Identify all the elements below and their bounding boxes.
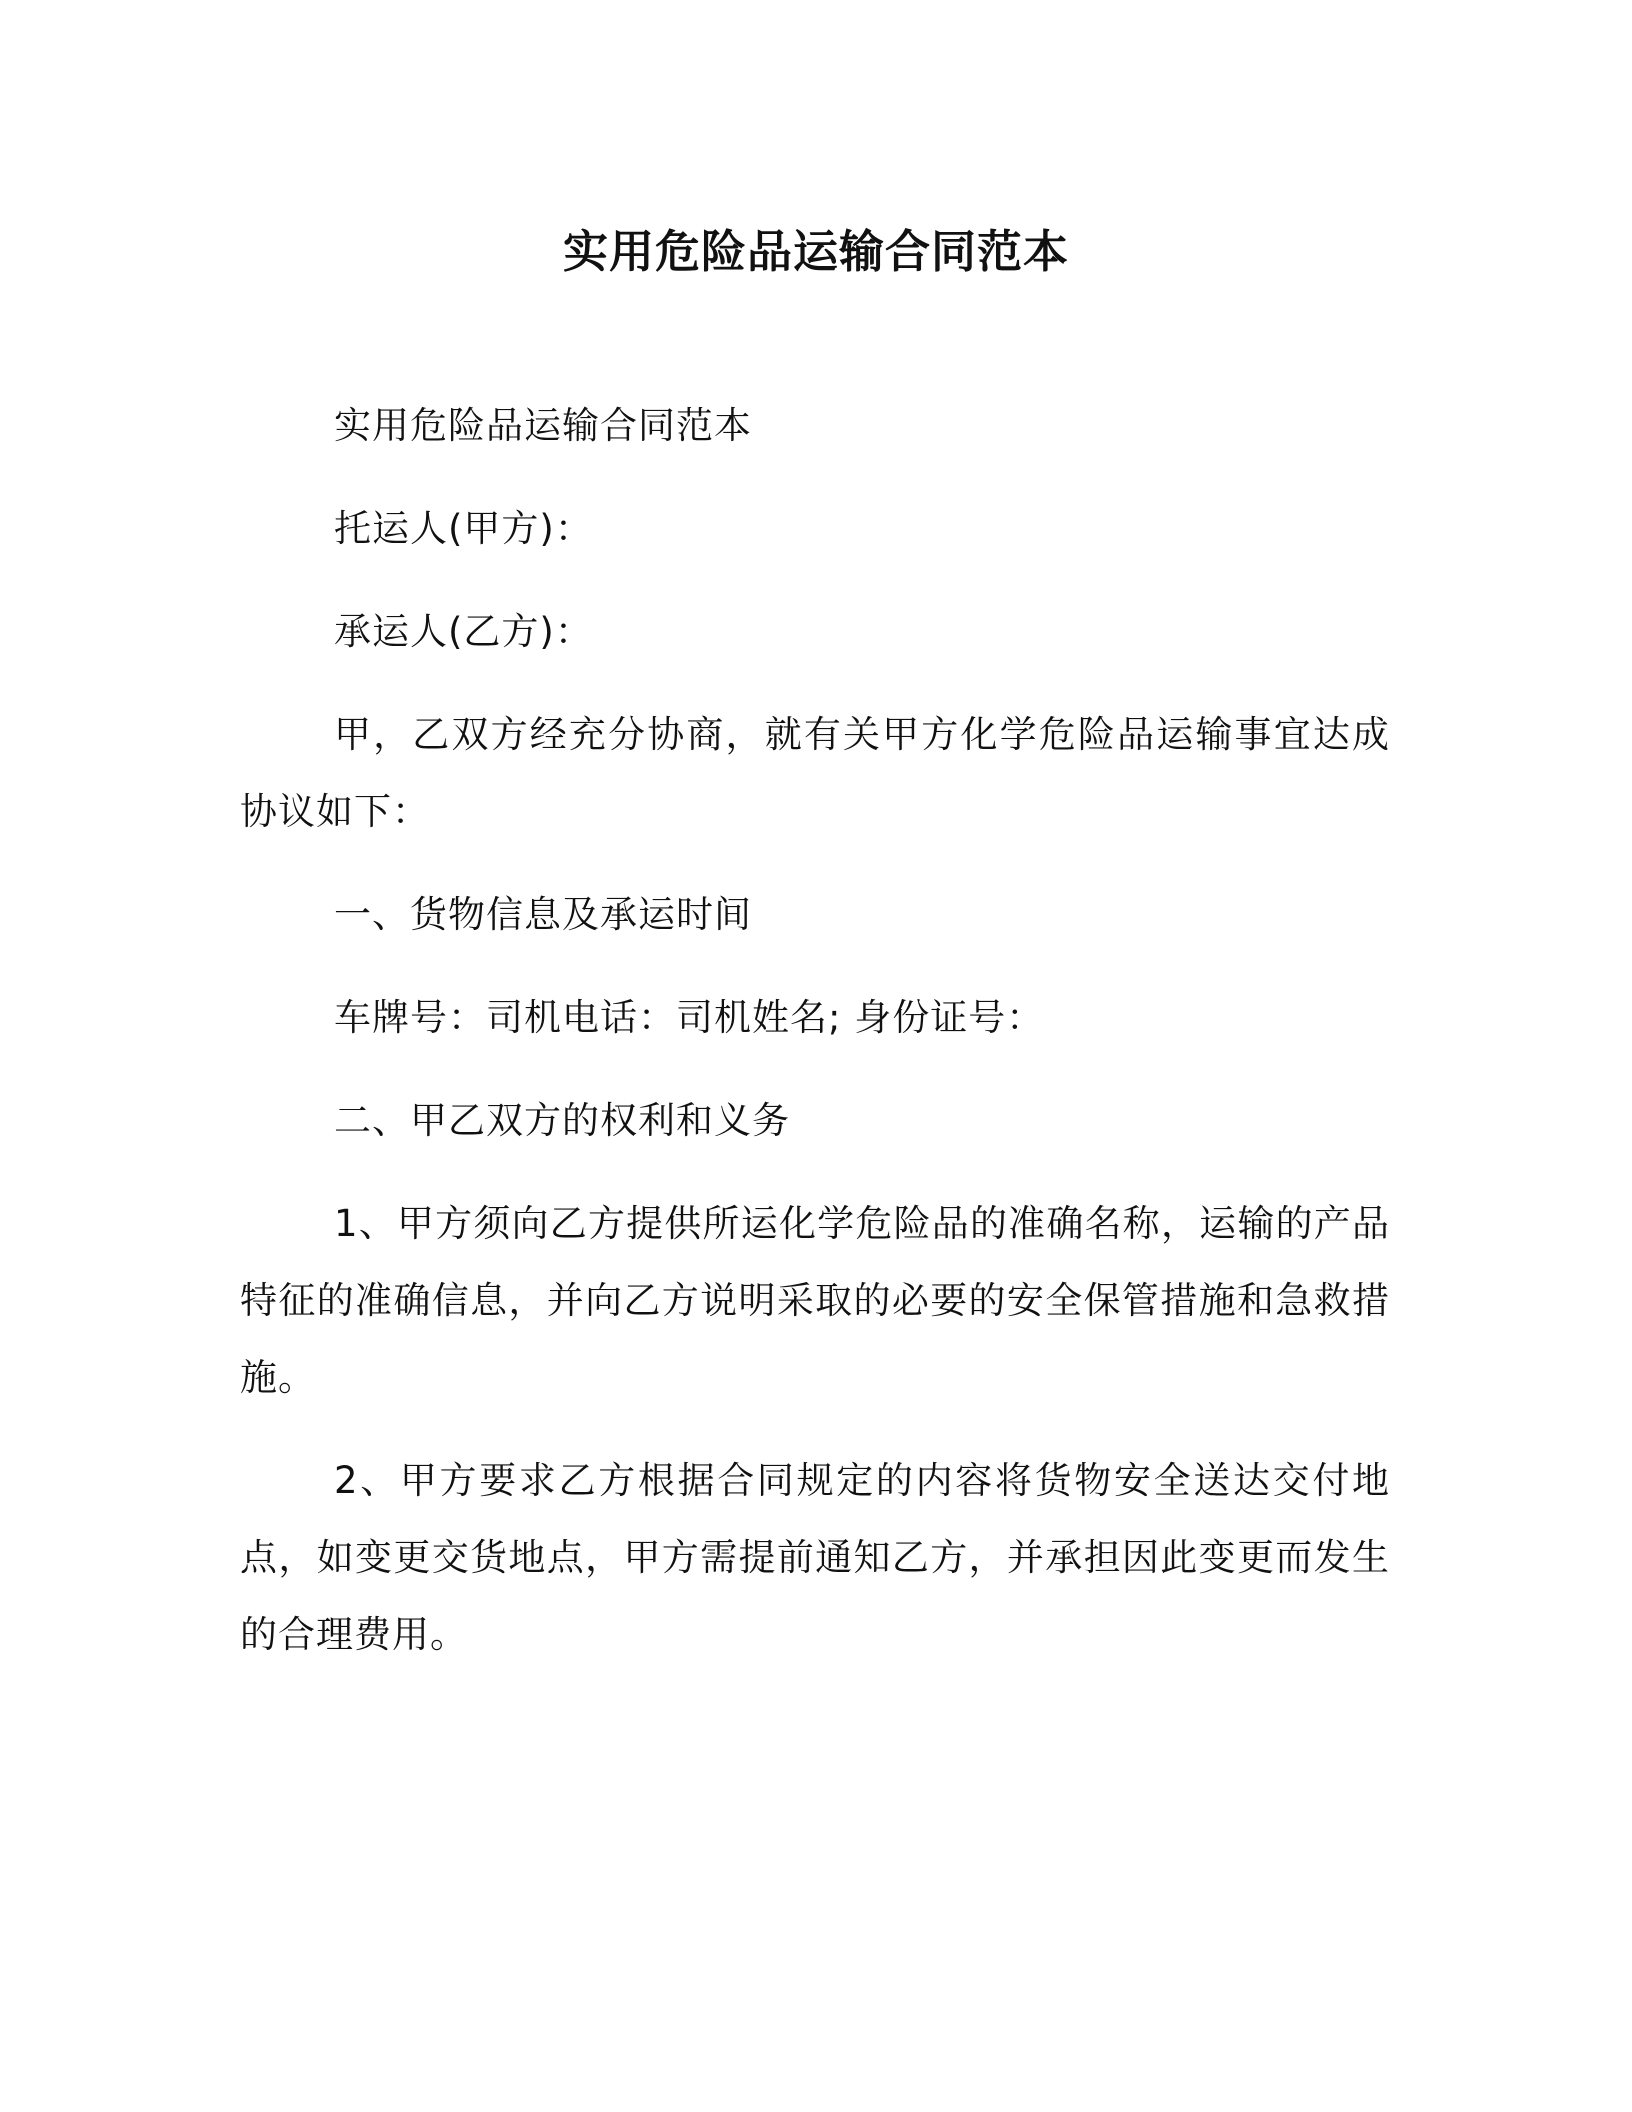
clause-2: 2、甲方要求乙方根据合同规定的内容将货物安全送达交付地点，如变更交货地点，甲方需提前通知乙方，并承担因此变更而发生的合理费用。 bbox=[240, 1459, 1390, 1656]
paragraph-vehicle-driver-info: 车牌号：司机电话：司机姓名; 身份证号： bbox=[334, 996, 1045, 1039]
paragraph-carrier: 承运人(乙方)： bbox=[334, 610, 593, 653]
paragraph-consignor: 托运人(甲方)： bbox=[334, 507, 593, 550]
section-heading-cargo-info: 一、货物信息及承运时间 bbox=[334, 893, 752, 936]
clause-1: 1、甲方须向乙方提供所运化学危险品的准确名称，运输的产品特征的准确信息，并向乙方说明采取的必要的安全保管措施和急救措施。 bbox=[240, 1202, 1390, 1399]
paragraph-agreement-intro: 甲，乙双方经充分协商，就有关甲方化学危险品运输事宜达成协议如下： bbox=[240, 713, 1390, 833]
document-body bbox=[240, 387, 1390, 1699]
document-title: 实用危险品运输合同范本 bbox=[562, 225, 1069, 278]
section-heading-rights-obligations: 二、甲乙双方的权利和义务 bbox=[334, 1099, 790, 1142]
paragraph-subtitle: 实用危险品运输合同范本 bbox=[334, 404, 752, 447]
